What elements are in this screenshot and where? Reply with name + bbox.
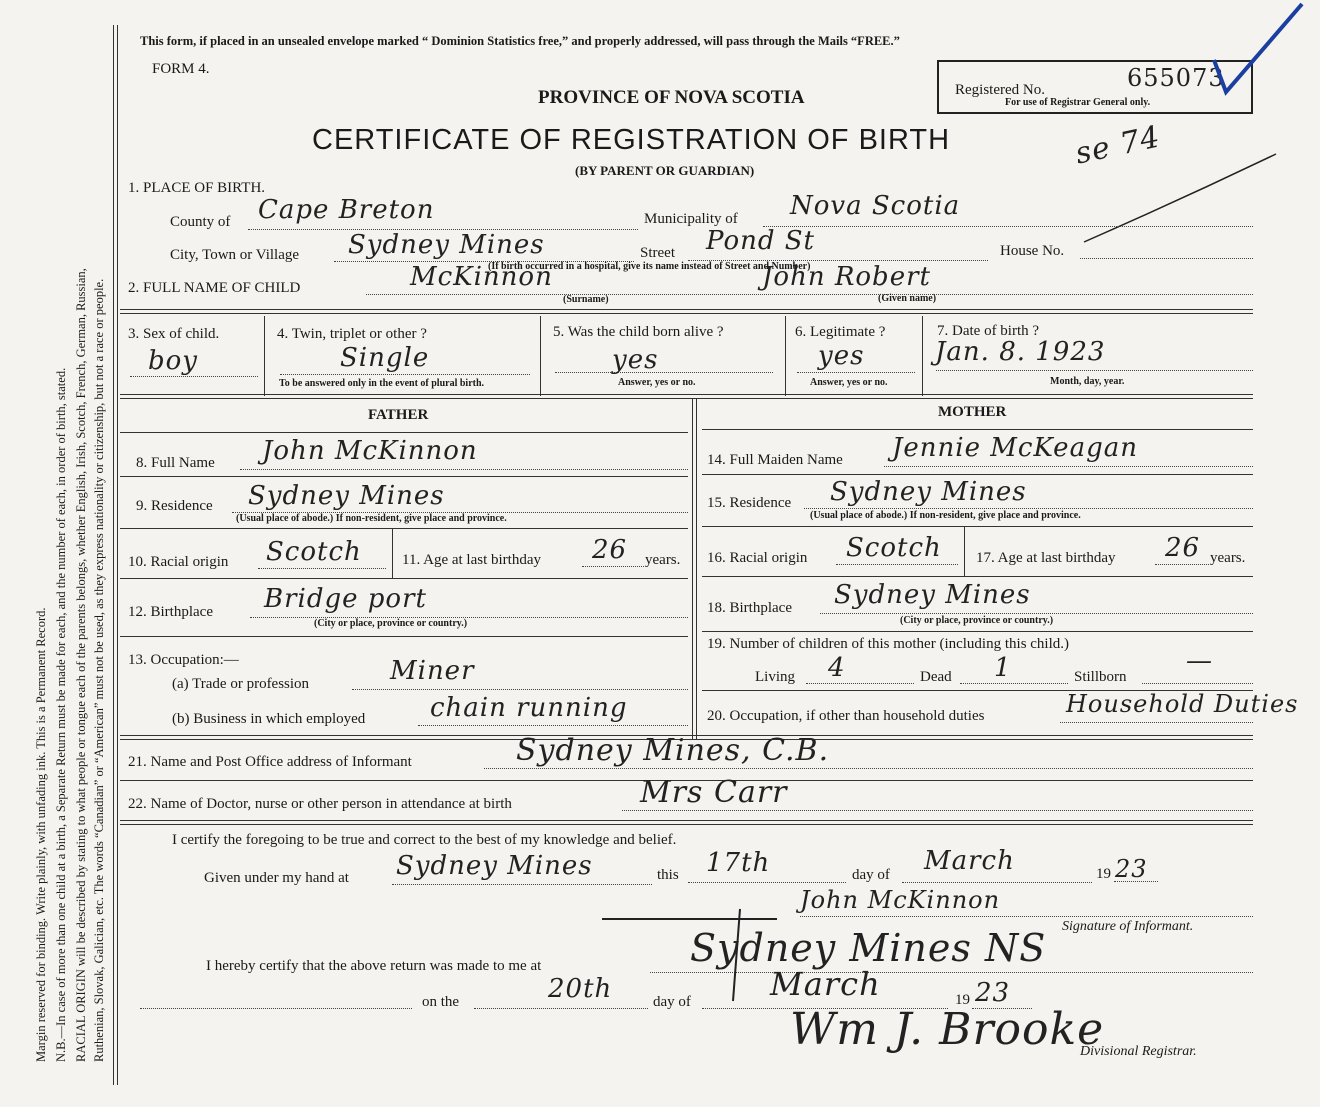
mother-birthplace-note: (City or place, province or country.) [900, 615, 1054, 626]
mother-name-line [884, 466, 1253, 467]
informant-label: 21. Name and Post Office address of Informant [128, 754, 412, 770]
mother-racial-line [836, 564, 958, 565]
born-alive-label: 5. Was the child born alive ? [553, 324, 724, 340]
father-racial-label: 10. Racial origin [128, 554, 229, 570]
registrar-label: Divisional Registrar. [1080, 1044, 1197, 1059]
dead-line [960, 683, 1068, 684]
sex-label: 3. Sex of child. [128, 326, 220, 342]
checkmark-icon [1210, 0, 1310, 100]
mother-occupation: Household Duties [1066, 690, 1299, 718]
mother-occupation-line [1060, 722, 1253, 723]
given-at-label: Given under my hand at [204, 870, 349, 886]
surname-label: (Surname) [563, 294, 609, 305]
rule-after-row [120, 394, 1253, 399]
this-label: this [657, 867, 679, 883]
given-name-label: (Given name) [878, 293, 937, 304]
registrar-day-line [474, 1008, 648, 1009]
registered-label: Registered No. [955, 82, 1045, 98]
place-of-birth-heading: 1. PLACE OF BIRTH. [128, 180, 266, 196]
rule [120, 636, 688, 637]
child-given-name: John Robert [762, 262, 931, 292]
stillborn-value: — [1186, 646, 1213, 676]
col-divider [785, 316, 786, 396]
mail-note: This form, if placed in an unsealed envelope marked “ Dominion Statistics free,” and properly addressed, will pass through the Mails “FREE.” [140, 34, 900, 48]
legitimate-line [797, 372, 915, 373]
father-name: John McKinnon [262, 436, 478, 466]
form-number: FORM 4. [152, 61, 210, 77]
cert-month: March [924, 846, 1015, 876]
registrar-month: March [770, 965, 881, 1003]
informant-signature: John McKinnon [800, 886, 1001, 914]
pen-stroke [715, 905, 755, 1005]
registered-number: 655073 [1127, 64, 1225, 92]
municipality-value: Nova Scotia [790, 191, 961, 221]
father-racial-line [258, 568, 386, 569]
twin-note: To be answered only in the event of plural birth. [279, 378, 485, 389]
mother-residence-label: 15. Residence [707, 495, 792, 511]
col-divider [964, 526, 965, 576]
cert-month-line [902, 882, 1092, 883]
margin-note-racial-2: Ruthenian, Slovak, Galician, etc. The words “Canadian” or “American” must not be used, as they express nationality or citizenship, but not a race or people. [92, 278, 106, 1062]
sex-value: boy [148, 346, 198, 376]
living-value: 4 [828, 653, 846, 683]
father-abode-note: (Usual place of abode.) If non-resident, give place and province. [236, 513, 507, 524]
mother-age-line [1155, 564, 1209, 565]
children-count-label: 19. Number of children of this mother (including this child.) [707, 636, 1070, 652]
margin-note-binding: Margin reserved for binding. Write plainly, with unfading ink. This is a Permanent Record. [34, 607, 48, 1062]
rule [120, 432, 688, 433]
registrar-place: Sydney Mines NS [690, 926, 1047, 970]
cert-day: 17th [706, 848, 771, 878]
mother-birthplace: Sydney Mines [834, 580, 1031, 610]
rule-before-cert [120, 820, 1253, 825]
dead-value: 1 [994, 653, 1012, 683]
father-years-label: years. [645, 552, 681, 568]
father-business-label: (b) Business in which employed [172, 711, 366, 727]
mother-residence: Sydney Mines [830, 477, 1027, 507]
father-residence: Sydney Mines [248, 481, 445, 511]
province-heading: PROVINCE OF NOVA SCOTIA [538, 87, 805, 108]
child-name-label: 2. FULL NAME OF CHILD [128, 280, 301, 296]
father-residence-label: 9. Residence [136, 498, 213, 514]
rule-after-name [120, 309, 1253, 314]
stillborn-line [1142, 683, 1253, 684]
registrar-year-prefix: 19 [955, 992, 970, 1008]
child-name-line [366, 294, 1253, 295]
side-note: se 74 [1072, 119, 1164, 172]
county-label: County of [170, 214, 231, 230]
dob-label: 7. Date of birth ? [937, 323, 1040, 339]
dob-value: Jan. 8. 1923 [935, 337, 1106, 367]
house-number-line [1080, 258, 1253, 259]
informant-signature-label: Signature of Informant. [1062, 919, 1194, 934]
legitimate-label: 6. Legitimate ? [795, 324, 886, 340]
doctor-line [622, 810, 1253, 811]
father-business: chain running [430, 693, 628, 723]
col-divider [540, 316, 541, 396]
mother-occupation-label: 20. Occupation, if other than household duties [707, 708, 985, 724]
legitimate-note: Answer, yes or no. [810, 377, 888, 388]
father-occupation-label: 13. Occupation:— [128, 652, 239, 668]
given-at-value: Sydney Mines [396, 851, 593, 881]
mother-residence-line [804, 508, 1253, 509]
mother-birthplace-label: 18. Birthplace [707, 600, 792, 616]
registrar-year: 23 [975, 978, 1011, 1008]
given-at-line [392, 884, 652, 885]
mother-racial: Scotch [846, 533, 942, 563]
stillborn-label: Stillborn [1074, 669, 1127, 685]
mother-birthplace-line [820, 613, 1253, 614]
registrar-day: 20th [548, 974, 613, 1004]
informant-line [484, 768, 1253, 769]
registrar-general-note: For use of Registrar General only. [1005, 97, 1151, 108]
registrar-on-label: on the [422, 994, 460, 1010]
born-alive-note: Answer, yes or no. [618, 377, 696, 388]
living-line [806, 683, 914, 684]
county-value: Cape Breton [258, 195, 435, 225]
registrar-signature: Wm J. Brooke [790, 1004, 1105, 1055]
registered-box [937, 60, 1253, 114]
city-label: City, Town or Village [170, 247, 300, 263]
mother-racial-label: 16. Racial origin [707, 550, 808, 566]
mother-name-label: 14. Full Maiden Name [707, 452, 843, 468]
father-name-label: 8. Full Name [136, 455, 215, 471]
municipality-line [763, 226, 1253, 227]
cert-year: 23 [1115, 855, 1148, 883]
mother-age-label: 17. Age at last birthday [976, 550, 1116, 566]
informant-value: Sydney Mines, C.B. [516, 733, 830, 768]
father-age-line [582, 566, 644, 567]
born-alive-value: yes [612, 345, 659, 375]
col-divider [392, 528, 393, 578]
street-label: Street [640, 245, 675, 261]
mother-years-label: years. [1210, 550, 1246, 566]
street-value: Pond St [706, 226, 816, 256]
rule [120, 476, 688, 477]
father-name-line [240, 469, 688, 470]
rule [120, 528, 688, 529]
certify-statement: I certify the foregoing to be true and correct to the best of my knowledge and belief. [172, 832, 677, 848]
dead-label: Dead [920, 669, 952, 685]
page-title: CERTIFICATE OF REGISTRATION OF BIRTH [312, 124, 951, 156]
doctor-label: 22. Name of Doctor, nurse or other person in attendance at birth [128, 796, 512, 812]
pen-stroke [1080, 150, 1280, 250]
registrar-statement: I hereby certify that the above return was made to me at [206, 958, 542, 974]
father-business-line [418, 725, 688, 726]
father-trade: Miner [390, 656, 475, 686]
father-trade-line [352, 689, 688, 690]
dob-line [936, 370, 1253, 371]
cert-year-line [1114, 881, 1158, 882]
born-alive-line [555, 372, 773, 373]
margin-note-nb: N.B.—In case of more than one child at a birth, a Separate Return must be made for each, and the number of each, in order of birth, stated. [54, 367, 68, 1062]
mother-abode-note: (Usual place of abode.) If non-resident, give place and province. [810, 510, 1081, 521]
margin-note-racial-1: RACIAL ORIGIN will be described by stating to what people or tongue each of the parents belongs, whether English, Irish, Scotch, French, German, Russian, [74, 268, 88, 1062]
rule [702, 526, 1253, 527]
hospital-note: (If birth occurred in a hospital, give its name instead of Street and Number) [488, 261, 811, 272]
mother-heading: MOTHER [938, 404, 1007, 420]
father-age-label: 11. Age at last birthday [402, 552, 541, 568]
municipality-label: Municipality of [644, 211, 738, 227]
cert-day-of-label: day of [852, 867, 890, 883]
rule [702, 429, 1253, 430]
child-surname: McKinnon [410, 262, 553, 292]
legitimate-value: yes [818, 341, 865, 371]
cert-year-prefix: 19 [1096, 866, 1111, 882]
father-birthplace-note: (City or place, province or country.) [314, 618, 468, 629]
mother-name: Jennie McKeagan [892, 433, 1138, 463]
twin-value: Single [340, 343, 430, 373]
rule [702, 474, 1253, 475]
city-value: Sydney Mines [348, 230, 545, 260]
parents-divider [692, 399, 697, 739]
informant-signature-line [800, 916, 1253, 917]
father-racial: Scotch [266, 537, 362, 567]
father-birthplace-label: 12. Birthplace [128, 604, 213, 620]
registrar-on-lead-line [140, 1008, 412, 1009]
mother-age: 26 [1165, 533, 1201, 563]
father-birthplace: Bridge port [264, 584, 427, 614]
twin-line [280, 374, 530, 375]
rule [702, 631, 1253, 632]
twin-label: 4. Twin, triplet or other ? [277, 326, 427, 342]
rule [702, 576, 1253, 577]
registrar-day-of-label: day of [653, 994, 691, 1010]
margin-rule [113, 25, 118, 1085]
doctor-value: Mrs Carr [640, 775, 788, 810]
dob-note: Month, day, year. [1050, 376, 1125, 387]
rule [120, 578, 688, 579]
father-heading: FATHER [368, 407, 429, 423]
col-divider [264, 316, 265, 396]
living-label: Living [755, 669, 795, 685]
house-number-label: House No. [1000, 243, 1065, 259]
page-subtitle: (BY PARENT OR GUARDIAN) [575, 163, 755, 178]
father-age: 26 [592, 535, 628, 565]
this-day-line [688, 882, 846, 883]
father-trade-label: (a) Trade or profession [172, 676, 310, 692]
col-divider [922, 316, 923, 396]
sex-line [130, 376, 258, 377]
